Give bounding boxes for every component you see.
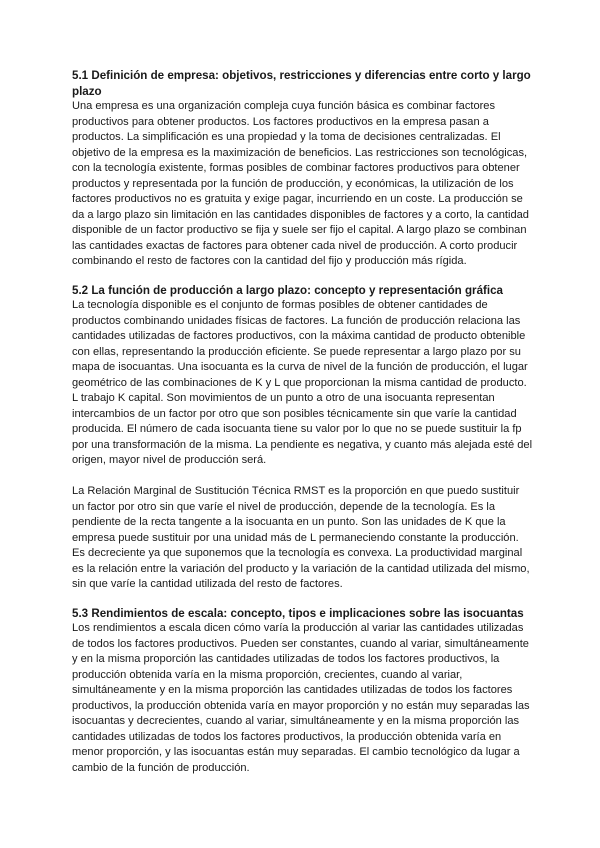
paragraph: Los rendimientos a escala dicen cómo varía la producción al variar las cantidades utilizadas de todos los factores productivos. Pueden ser constantes, cuando al variar, simultáneamente y en la misma proporción las cantidades utilizadas de todos los factores productivos, la producción obtenida varía en la misma proporción, crecientes, cuando al variar, simultáneamente y en la misma proporción las cantidades utilizadas de todos los factores productivos, la producción obtenida varía en mayor proporción y no están muy separadas las isocuantas y decrecientes, cuando al variar, simultáneamente y en la misma proporción las cantidades utilizadas de todos los factores productivos, la producción obtenida varía en menor proporción, y las isocuantas están muy separadas. El cambio tecnológico da lugar a cambio de la función de producción. xyxy=(72,622,530,774)
paragraph: La Relación Marginal de Sustitución Técnica RMST es la proporción en que puedo sustituir un factor por otro sin que varíe el nivel de producción, depende de la tecnología. Es la pendiente de la recta tangente a la isocuanta en un punto. Son las unidades de K que la empresa puede sustituir por una unidad más de L permaneciendo constante la producción. Es decreciente ya que suponemos que la tecnología es convexa. La productividad marginal es la relación entre la variación del producto y la variación de la cantidad utilizada del mismo, sin que varíe la cantidad utilizada del resto de factores. xyxy=(72,485,530,590)
section-5-1 xyxy=(72,68,534,270)
section-heading: 5.1 Definición de empresa: objetivos, restricciones y diferencias entre corto y largo plazo xyxy=(72,69,531,98)
section-heading: 5.2 La función de producción a largo plazo: concepto y representación gráfica xyxy=(72,283,503,297)
document-page xyxy=(72,68,534,776)
paragraph: Una empresa es una organización compleja cuya función básica es combinar factores productivos para obtener productos. Los factores productivos en la empresa pasan a productos. La simplificación es una propiedad y la toma de decisiones centralizadas. El objetivo de la empresa es la maximización de beneficios. Las restricciones son tecnológicas, con la tecnología existente, formas posibles de combinar factores productivos para obtener productos y representada por la función de producción, y económicas, la utilización de los factores productivos no es gratuita y exige pagar, incurriendo en un coste. La producción se da a largo plazo sin limitación en las cantidades disponibles de factores y a corto, la cantidad disponible de un factor productivo se fija y suele ser fijo el capital. A largo plazo se combinan las cantidades exactas de factores para obtener cada nivel de producción. A corto producir combinando el resto de factores con la cantidad del fijo y producción más rígida. xyxy=(72,100,529,267)
section-5-2 xyxy=(72,283,534,593)
paragraph: La tecnología disponible es el conjunto de formas posibles de obtener cantidades de productos combinando unidades físicas de factores. La función de producción relaciona las cantidades utilizadas de factores productivos, con la máxima cantidad de producto obtenible con ellas, representando la producción eficiente. Se puede representar a largo plazo por su mapa de isocuantas. Una isocuanta es la curva de nivel de la función de producción, el lugar geométrico de las combinaciones de K y L que proporcionan la misma cantidad de producto. L trabajo K capital. Son movimientos de un punto a otro de una isocuanta representan intercambios de un factor por otro que son posibles técnicamente sin que varíe la cantidad producida. El número de cada isocuanta tiene su valor por lo que no se puede sustituir la fp por una transformación de la misma. La pendiente es negativa, y cuanto más alejada esté del origen, mayor nivel de producción será. xyxy=(72,299,533,466)
section-heading: 5.3 Rendimientos de escala: concepto, tipos e implicaciones sobre las isocuantas xyxy=(72,606,524,620)
section-5-3 xyxy=(72,606,534,777)
